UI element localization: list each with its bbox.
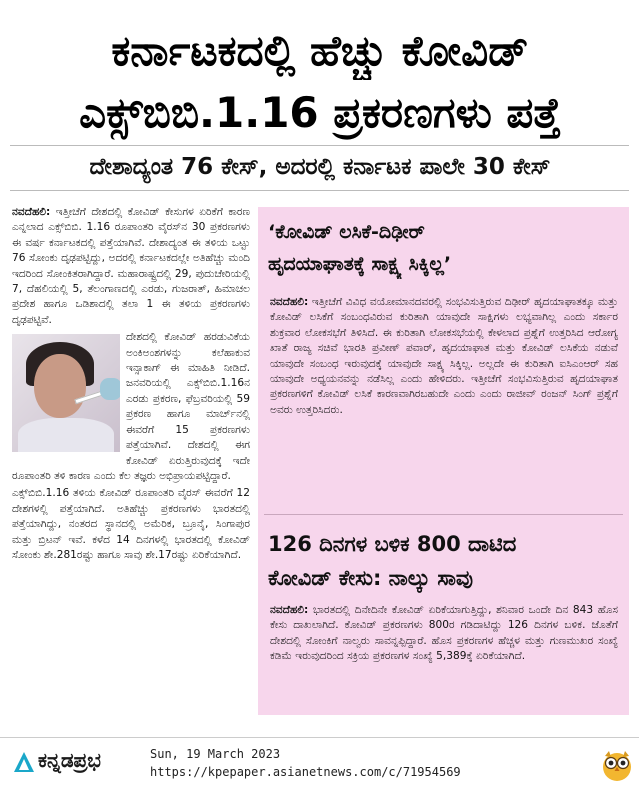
sidebar-story-1-text: ಇತ್ತೀಚೆಗೆ ವಿವಿಧ ವಯೋಮಾನದವರಲ್ಲಿ ಸಂಭವಿಸುತ್ತಿರುವ ದಿಢೀರ್ ಹೃದಯಾಘಾತಕ್ಕೂ ಮತ್ತು ಕೋವಿಡ್ ಲಸಿಕೆಗೆ ಸಂಬಂಧವಿರುವ ಕುರಿತಾಗಿ ಯಾವುದೇ ಸಾಕ್ಷಿಗಳು ಲಭ್ಯವಾಗಿಲ್ಲ ಎಂದು ಸರ್ಕಾರ ಶುಕ್ರವಾರ ಲೋಕಸಭೆಗೆ ತಿಳಿಸಿದೆ. ಈ ಕುರಿತಾಗಿ ಲೋಕಸಭೆಯಲ್ಲಿ ಕೇಳಲಾದ ಪ್ರಶ್ನೆಗೆ ಉತ್ತರಿಸಿದ ಆರೋಗ್ಯ ಖಾತೆ ರಾಜ್ಯ ಸಚಿವೆ ಭಾರತಿ ಪ್ರವೀಣ್ ಪವಾರ್, ಹೃದಯಾಘಾತ ಮತ್ತು ಕೋವಿಡ್ ಲಸಿಕೆಯ ನಡುವೆ ಯಾವುದೇ ಸಂಬಂಧ ಇರುವುದಕ್ಕೆ ಯಾವುದೇ ಸಾಕ್ಷ್ಯ ಸಿಕ್ಕಿಲ್ಲ. ಅಲ್ಲದೇ ಈ ಕುರಿತಾಗಿ ಐಸಿಎಂಆರ್ ಸಹ ಯಾವುದೇ ಅಧ್ಯಯನವನ್ನು ನಡೆಸಿಲ್ಲ ಎಂದು ಹೇಳಿದರು. ಇತ್ತೀಚೆಗೆ ಸಂಭವಿಸುತ್ತಿರುವ ಹೃದಯಾಘಾತ ಪ್ರಕರಣಗಳಿಗೆ ಕೋವಿಡ್ ಲಸಿಕೆ ಕಾರಣವಾಗಿರಬಹುದೇ ಎಂದು ಎಂದು ರಾಜೀವ್ ರಂಜನ್ ಸಿಂಗ್ ಪ್ರಶ್ನೆಗೆ ಅವರು ಉತ್ತರಿಸಿದರು. [270, 296, 618, 416]
subheadline: ದೇಶಾದ್ಯಂತ 76 ಕೇಸ್, ಅದರಲ್ಲಿ ಕರ್ನಾಟಕ ಪಾಲೇ 30 ಕೇಸ್ [89, 154, 551, 180]
sidebar-story-2-dateline: ನವದೆಹಲಿ: [270, 604, 309, 616]
main-story-para-1-text: ಇತ್ತೀಚೆಗೆ ದೇಶದಲ್ಲಿ ಕೋವಿಡ್ ಕೇಸುಗಳ ಏರಿಕೆಗೆ ಕಾರಣ ಎನ್ನಲಾದ ಎಕ್ಸ್‌ಬಿಬಿ. 1.16 ರೂಪಾಂತರಿ ವೈರಸ್‌ನ 30 ಪ್ರಕರಣಗಳು ಈ ವರ್ಷ ಕರ್ನಾಟಕದಲ್ಲಿ ಪತ್ತೆಯಾಗಿವೆ. ದೇಶಾದ್ಯಂತ ಈ ತಳಿಯ ಒಟ್ಟು 76 ಸೋಂಕು ದೃಢಪಟ್ಟಿದ್ದು, ಅದರಲ್ಲಿ ಕರ್ನಾಟಕದಲ್ಲೇ ಅತಿಹೆಚ್ಚು ಮಂದಿ ಇದರಿಂದ ಸೋಂಕಿತರಾಗಿದ್ದಾರೆ. ಮಹಾರಾಷ್ಟ್ರದಲ್ಲಿ 29, ಪುದುಚೇರಿಯಲ್ಲಿ 7, ದೆಹಲಿಯಲ್ಲಿ 5, ತೆಲಂಗಾಣದಲ್ಲಿ ಎರಡು, ಗುಜರಾತ್, ಹಿಮಾಚಲ ಪ್ರದೇಶ ಹಾಗೂ ಒಡಿಶಾದಲ್ಲಿ ತಲಾ 1 ಈ ತಳಿಯ ಪ್ರಕರಣಗಳು ದೃಢಪಟ್ಟಿವೆ. [12, 206, 250, 326]
footer [0, 744, 639, 785]
photo-glove [100, 378, 120, 400]
main-story [12, 205, 250, 727]
footer-date: Sun, 19 March 2023 [150, 747, 281, 761]
sidebar-box [258, 207, 629, 715]
sidebar-story-1-body [270, 295, 618, 507]
photo-face [34, 354, 86, 418]
main-story-para-3: ಎಕ್ಸ್‌ಬಿಬಿ.1.16 ತಳಿಯ ಕೋವಿಡ್ ರೂಪಾಂತರಿ ವೈರಸ್ ಈವರೆಗೆ 12 ದೇಶಗಳಲ್ಲಿ ಪತ್ತೆಯಾಗಿದೆ. ಅತಿಹೆಚ್ಚು ಪ್ರಕರಣಗಳು ಭಾರತದಲ್ಲಿ ಪತ್ತೆಯಾಗಿದ್ದು, ನಂತರದ ಸ್ಥಾನದಲ್ಲಿ ಅಮೆರಿಕ, ಬ್ರೂನೈ, ಸಿಂಗಾಪುರ ಮತ್ತು ಬ್ರಿಟನ್ ಇವೆ. ಕಳೆದ 14 ದಿನಗಳಲ್ಲಿ ಭಾರತದಲ್ಲಿ ಕೋವಿಡ್ ಸೋಂಕು ಶೇ.281ರಷ್ಟು ಹಾಗೂ ಸಾವು ಶೇ.17ರಷ್ಟು ಏರಿಕೆಯಾಗಿದೆ. [12, 487, 250, 561]
sidebar-story-2-title-line-2: ಕೋವಿಡ್ ಕೇಸು: ನಾಲ್ಕು ಸಾವು [268, 566, 474, 590]
headline-line-2: ಎಕ್ಸ್‌ಬಿಬಿ.1.16 ಪ್ರಕರಣಗಳು ಪತ್ತೆ [79, 88, 561, 137]
logo-text: ಕನ್ನಡಪ್ರಭ [38, 748, 101, 772]
sidebar-story-1-dateline: ನವದೆಹಲಿ: [270, 296, 309, 308]
footer-divider [0, 737, 639, 738]
footer-url[interactable]: https://kpepaper.asianetnews.com/c/71954569 [150, 765, 461, 779]
main-story-para-1 [12, 205, 250, 328]
sidebar-story-2-title-line-1: 126 ದಿನಗಳ ಬಳಿಕ 800 ದಾಟಿದ [268, 532, 517, 556]
sidebar-story-2-body [270, 603, 618, 709]
subhead-divider [10, 190, 629, 191]
headline-line-1: ಕರ್ನಾಟಕದಲ್ಲಿ ಹೆಚ್ಚು ಕೋವಿಡ್ [111, 26, 529, 75]
sidebar-story-1-title-line-2: ಹೃದಯಾಘಾತಕ್ಕೆ ಸಾಕ್ಷ್ಯ ಸಿಕ್ಕಿಲ್ಲ’ [268, 253, 452, 275]
photo-shirt [18, 418, 114, 452]
main-story-para-2: ದೇಶದಲ್ಲಿ ಕೋವಿಡ್ ಹರಡುವಿಕೆಯ ಅಂಕಿಅಂಶಗಳನ್ನು ಕಲೆಹಾಕುವ ಇನ್ಸಾಕಾಗ್ ಈ ಮಾಹಿತಿ ನೀಡಿದೆ. ಜನವರಿಯಲ್ಲಿ ಎಕ್ಸ್‌ಬಿಬಿ.1.16ನ ಎರಡು ಪ್ರಕರಣ, ಫೆಬ್ರವರಿಯಲ್ಲಿ 59 ಪ್ರಕರಣ ಹಾಗೂ ಮಾರ್ಚ್‌ನಲ್ಲಿ ಈವರೆಗೆ 15 ಪ್ರಕರಣಗಳು ಪತ್ತೆಯಾಗಿವೆ. ದೇಶದಲ್ಲಿ ಈಗ ಕೋವಿಡ್ ಏರುತ್ತಿರುವುದಕ್ಕೆ ಇದೇ ರೂಪಾಂತರಿ ತಳಿ ಕಾರಣ ಎಂದು ಕೆಲ ತಜ್ಞರು ಅಭಿಪ್ರಾಯಪಟ್ಟಿದ್ದಾರೆ. [12, 331, 250, 482]
kannadaprabha-logo-icon [12, 750, 36, 774]
sidebar-story-1-title-line-1: ‘ಕೋವಿಡ್ ಲಸಿಕೆ-ದಿಢೀರ್ [268, 221, 425, 243]
news-photo [12, 334, 120, 452]
sidebar-divider [264, 514, 623, 515]
owl-icon [600, 748, 634, 782]
sidebar-story-2-text: ಭಾರತದಲ್ಲಿ ದಿನೇದಿನೇ ಕೋವಿಡ್ ಏರಿಕೆಯಾಗುತ್ತಿದ್ದು, ಶನಿವಾರ ಒಂದೇ ದಿನ 843 ಹೊಸ ಕೇಸು ದಾಖಲಾಗಿದೆ. ಕೋವಿಡ್ ಪ್ರಕರಣಗಳು 800ರ ಗಡಿದಾಟಿದ್ದು 126 ದಿನಗಳ ಬಳಿಕ. ಜೊತೆಗೆ ದೇಶದಲ್ಲಿ ಸೋಂಕಿಗೆ ನಾಲ್ವರು ಸಾವನ್ನಪ್ಪಿದ್ದಾರೆ. ಹೊಸ ಪ್ರಕರಣಗಳ ಹೆಚ್ಚಳ ಮತ್ತು ಗುಣಮುಖರ ಸಂಖ್ಯೆ ಕಡಿಮೆ ಇರುವುದರಿಂದ ಸಕ್ರಿಯ ಪ್ರಕರಣಗಳ ಸಂಖ್ಯೆ 5,389ಕ್ಕೆ ಏರಿಕೆಯಾಗಿದೆ. [270, 604, 618, 663]
main-story-dateline: ನವದೆಹಲಿ: [12, 206, 51, 218]
headline-divider [10, 145, 629, 146]
